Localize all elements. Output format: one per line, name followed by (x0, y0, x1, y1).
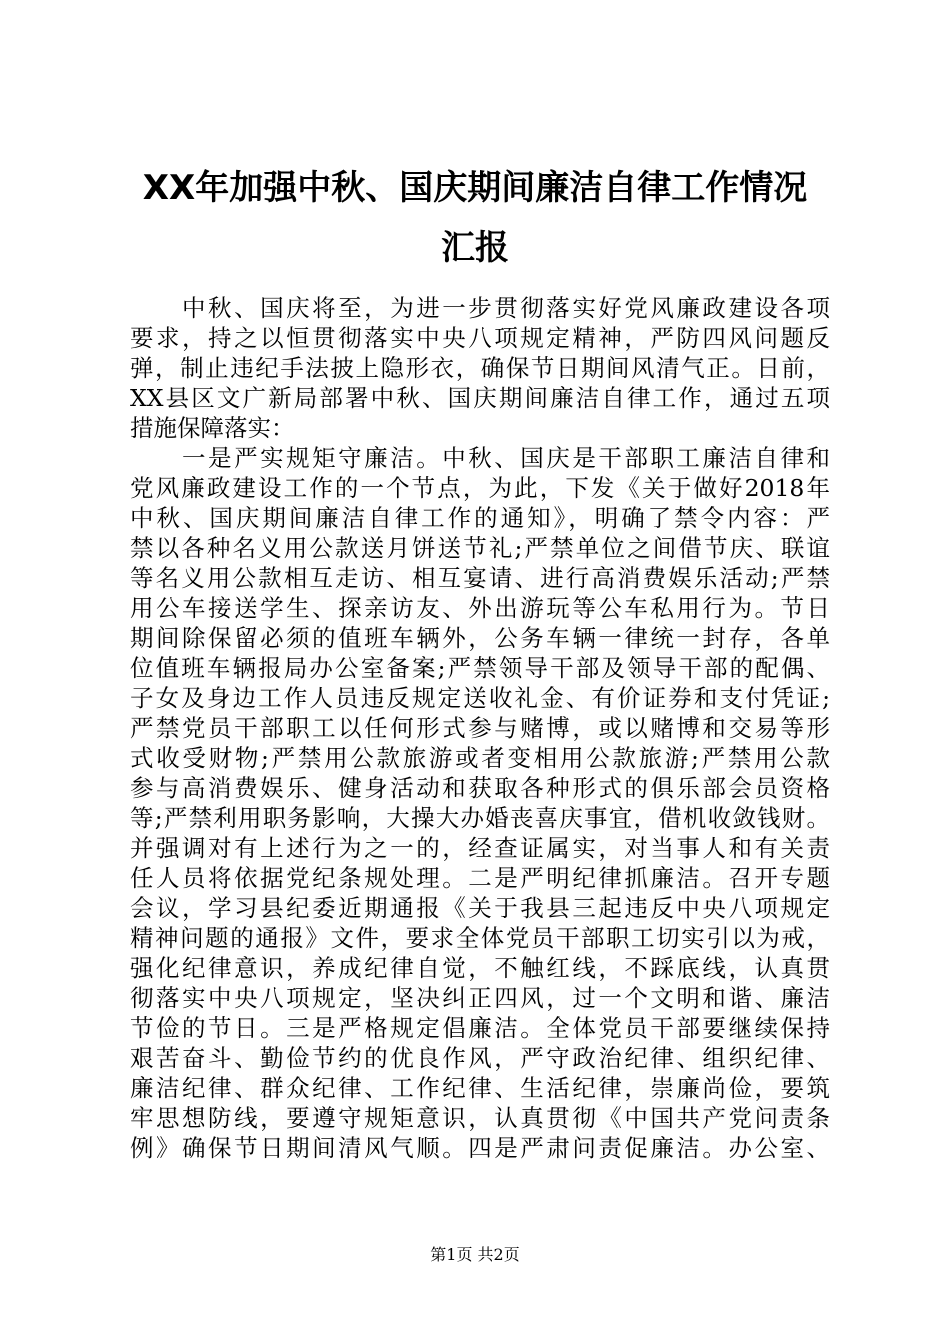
body-line: 中秋、国庆期间廉洁自律工作的通知》，明确了禁令内容：严 (130, 504, 830, 532)
body-line: 子女及身边工作人员违反规定送收礼金、有价证券和支付凭证; (130, 684, 830, 712)
body-line: 参与高消费娱乐、健身活动和获取各种形式的俱乐部会员资格 (130, 774, 830, 802)
body-line: 期间除保留必须的值班车辆外，公务车辆一律统一封存，各单 (130, 624, 830, 652)
body-line: 节俭的节日。三是严格规定倡廉洁。全体党员干部要继续保持 (130, 1014, 830, 1042)
body-line: 中秋、国庆将至，为进一步贯彻落实好党风廉政建设各项 (130, 294, 830, 322)
title-line-2: 汇报 (441, 228, 509, 268)
body-line: 任人员将依据党纪条规处理。二是严明纪律抓廉洁。召开专题 (130, 864, 830, 892)
body-line: 党风廉政建设工作的一个节点，为此，下发《关于做好2018年 (130, 474, 830, 502)
body-line: 精神问题的通报》文件，要求全体党员干部职工切实引以为戒， (130, 924, 830, 952)
body-line: 弹，制止违纪手法披上隐形衣，确保节日期间风清气正。日前， (130, 354, 830, 382)
body-line: 禁以各种名义用公款送月饼送节礼;严禁单位之间借节庆、联谊 (130, 534, 830, 562)
body-line: 彻落实中央八项规定，坚决纠正四风，过一个文明和谐、廉洁 (130, 984, 830, 1012)
body-line: 例》确保节日期间清风气顺。四是严肃问责促廉洁。办公室、 (130, 1134, 830, 1162)
body-line: 廉洁纪律、群众纪律、工作纪律、生活纪律，崇廉尚俭，要筑 (130, 1074, 830, 1102)
body-line: 式收受财物;严禁用公款旅游或者变相用公款旅游;严禁用公款 (130, 744, 830, 772)
body-line: 并强调对有上述行为之一的，经查证属实，对当事人和有关责 (130, 834, 830, 862)
title-line-1: XX年加强中秋、国庆期间廉洁自律工作情况 (142, 168, 808, 208)
body-line: 牢思想防线，要遵守规矩意识，认真贯彻《中国共产党问责条 (130, 1104, 830, 1132)
body-line: XX县区文广新局部署中秋、国庆期间廉洁自律工作，通过五项 (130, 384, 830, 412)
page-footer: 第1页 共2页 (430, 1245, 520, 1264)
body-line: 一是严实规矩守廉洁。中秋、国庆是干部职工廉洁自律和 (130, 444, 830, 472)
body-line: 严禁党员干部职工以任何形式参与赌博，或以赌博和交易等形 (130, 714, 830, 742)
document-body (130, 293, 830, 1163)
body-line: 等名义用公款相互走访、相互宴请、进行高消费娱乐活动;严禁 (130, 564, 830, 592)
body-line: 用公车接送学生、探亲访友、外出游玩等公车私用行为。节日 (130, 594, 830, 622)
body-line: 要求，持之以恒贯彻落实中央八项规定精神，严防四风问题反 (130, 324, 830, 352)
body-line: 措施保障落实： (130, 414, 295, 442)
document-title (100, 158, 850, 278)
body-line: 艰苦奋斗、勤俭节约的优良作风，严守政治纪律、组织纪律、 (130, 1044, 830, 1072)
body-line: 强化纪律意识，养成纪律自觉，不触红线，不踩底线，认真贯 (130, 954, 830, 982)
body-line: 位值班车辆报局办公室备案;严禁领导干部及领导干部的配偶、 (130, 654, 830, 682)
body-line: 等;严禁利用职务影响，大操大办婚丧喜庆事宜，借机收敛钱财。 (130, 804, 830, 832)
body-line: 会议，学习县纪委近期通报《关于我县三起违反中央八项规定 (130, 894, 830, 922)
